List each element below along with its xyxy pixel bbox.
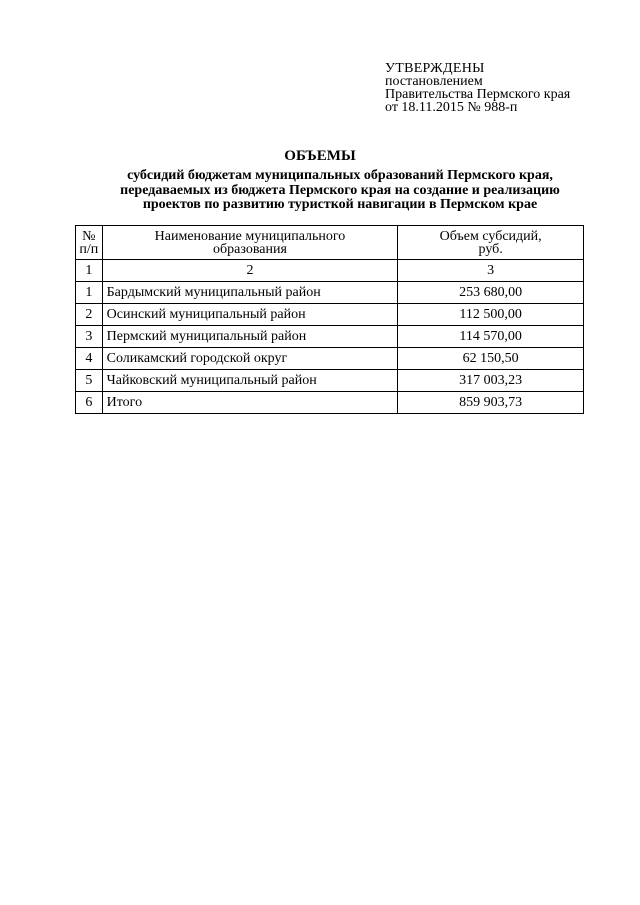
table-row	[76, 370, 584, 392]
row-number: 3	[76, 326, 103, 348]
subsidy-table	[75, 225, 584, 414]
table-row	[76, 348, 584, 370]
column-index: 2	[102, 260, 398, 282]
row-number: 2	[76, 304, 103, 326]
header-amount: Объем субсидий, руб.	[398, 226, 584, 260]
document-title: ОБЪЕМЫ	[284, 148, 356, 164]
row-amount: 114 570,00	[398, 326, 584, 348]
table-header-row	[76, 226, 584, 260]
subtitle-line-1: субсидий бюджетам муниципальных образований Пермского края,	[127, 168, 553, 183]
row-number: 1	[76, 282, 103, 304]
approval-block	[385, 62, 570, 114]
column-index: 1	[76, 260, 103, 282]
column-index: 3	[398, 260, 584, 282]
approval-heading: УТВЕРЖДЕНЫ	[385, 61, 485, 76]
row-municipality: Чайковский муниципальный район	[102, 370, 398, 392]
table-row	[76, 326, 584, 348]
document-subtitle	[60, 169, 620, 213]
row-number: 6	[76, 392, 103, 414]
approval-line-date: от 18.11.2015 № 988-п	[385, 100, 518, 115]
subtitle-line-2: передаваемых из бюджета Пермского края на создание и реализацию	[120, 182, 560, 198]
column-index-row	[76, 260, 584, 282]
row-municipality: Бардымский муниципальный район	[102, 282, 398, 304]
row-number: 4	[76, 348, 103, 370]
table-row-total	[76, 392, 584, 414]
header-number: № п/п	[76, 226, 103, 260]
row-amount: 317 003,23	[398, 370, 584, 392]
row-municipality: Осинский муниципальный район	[102, 304, 398, 326]
subtitle-line-3: проектов по развитию туристкой навигации в Пермском крае	[142, 197, 538, 212]
row-municipality: Пермский муниципальный район	[102, 326, 398, 348]
row-municipality: Соликамский городской округ	[102, 348, 398, 370]
row-municipality: Итого	[102, 392, 398, 414]
row-number: 5	[76, 370, 103, 392]
table-row	[76, 282, 584, 304]
row-amount: 62 150,50	[398, 348, 584, 370]
approval-line-government: Правительства Пермского края	[385, 87, 571, 102]
table-row	[76, 304, 584, 326]
header-municipality: Наименование муниципального образования	[102, 226, 398, 260]
approval-line-decree: постановлением	[385, 74, 483, 89]
row-amount: 253 680,00	[398, 282, 584, 304]
row-amount: 859 903,73	[398, 392, 584, 414]
row-amount: 112 500,00	[398, 304, 584, 326]
